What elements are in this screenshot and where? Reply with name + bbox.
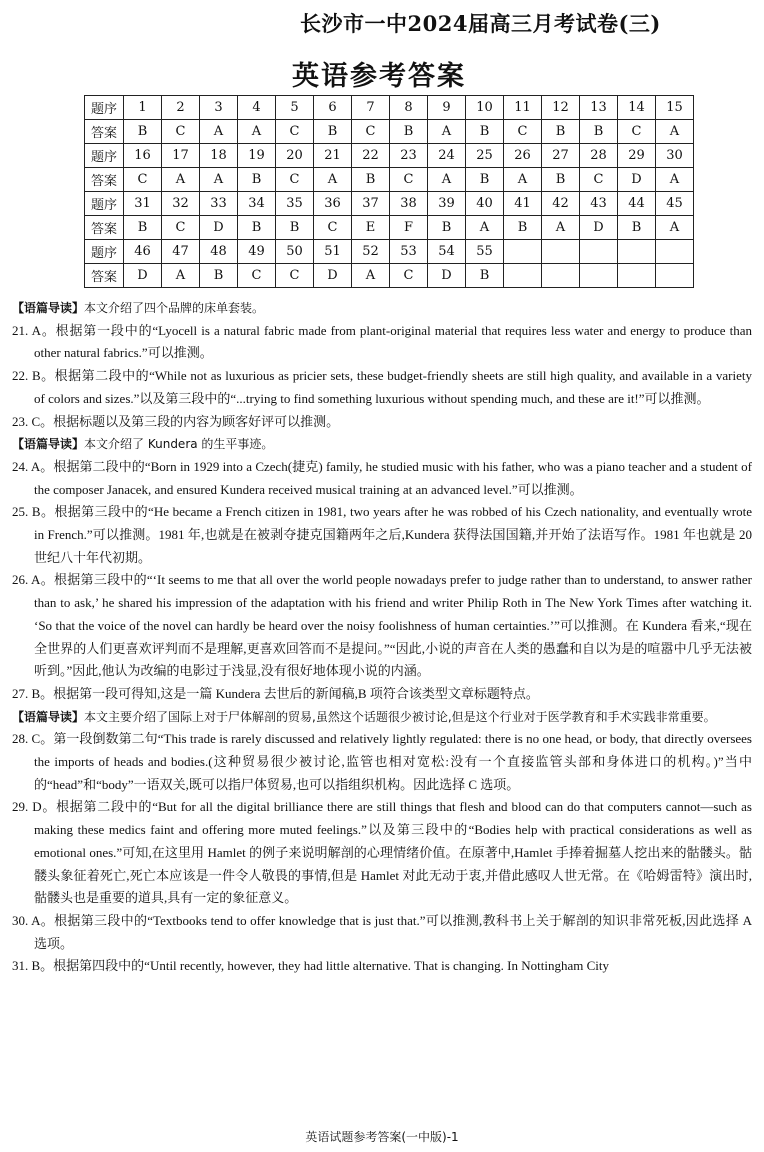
question-number-cell: 38 [390, 192, 428, 216]
passage-guide-text: 本文介绍了四个品牌的床单套装。 [84, 301, 265, 315]
answer-cell [580, 264, 618, 288]
answer-cell: B [352, 168, 390, 192]
answer-cell: C [390, 168, 428, 192]
answer-cell: A [238, 120, 276, 144]
question-number-cell: 51 [314, 240, 352, 264]
question-number-cell: 45 [656, 192, 694, 216]
question-number-cell: 5 [276, 96, 314, 120]
question-number-cell: 20 [276, 144, 314, 168]
question-number-cell: 46 [124, 240, 162, 264]
answer-explanation: 22. B。根据第二段中的“While not as luxurious as pricier sets, these budget-friendly sheets are still high quality, and available in a variety of colors and sizes.”以及第三段中的“...trying to find something luxurious without spending much, and these are it!”可以推测。 [12, 368, 752, 406]
answer-cell: D [200, 216, 238, 240]
answer-cell: C [162, 216, 200, 240]
answer-cell: C [504, 120, 542, 144]
answer-cell: B [428, 216, 466, 240]
question-row [85, 240, 694, 264]
question-number-cell: 18 [200, 144, 238, 168]
question-number-cell [656, 240, 694, 264]
answer-cell: B [542, 120, 580, 144]
question-row [85, 144, 694, 168]
passage-guide [12, 706, 752, 729]
page-footer: 英语试题参考答案(一中版)-1 [305, 1130, 459, 1144]
answer-cell: D [428, 264, 466, 288]
answer-explanation: 21. A。根据第一段中的“Lyocell is a natural fabric made from plant-original material that requires less water and energy to produce than other natural fabrics.”可以推测。 [12, 322, 752, 361]
answer-cell: B [504, 216, 542, 240]
answer-explanation: 29. D。根据第二段中的“But for all the digital brilliance there are still things that flesh and blood can do that computers cannot—such as making these medics faint and offering more muted feelings.”以及第三段中的“Bodies help with practical considerations as well as emotional ones.”可知,在这里用 Hamlet 的例子来说明解剖的心理情绪价值。在原著中,Hamlet 手捧着掘墓人挖出来的骷髅头。骷髅头象征着死亡,死亡本应该是一件令人敬畏的事情,但是 Hamlet 对此无动于衷,并借此感叹人世无常。在《哈姆雷特》演出时,骷髅头也是重要的道具,具有一定的象征意义。 [12, 799, 752, 906]
answer-cell: C [314, 216, 352, 240]
answer-explanation: 25. B。根据第三段中的“He became a French citizen in 1981, two years after he was robbed of his Czech nationality, and eventually wrote in French.”可以推测。1981 年,也就是在被剥夺捷克国籍两年之后,Kundera 获得法国国籍,并开始了法语写作。1981 年也就是 20 世纪八十年代初期。 [12, 504, 752, 565]
question-number-cell [618, 240, 656, 264]
answer-cell: A [162, 168, 200, 192]
question-number-cell: 11 [504, 96, 542, 120]
answer-cell: C [162, 120, 200, 144]
question-number-cell: 32 [162, 192, 200, 216]
question-row-label: 题序 [85, 240, 124, 264]
answer-cell: C [390, 264, 428, 288]
answer-cell: B [580, 120, 618, 144]
answer-cell [618, 264, 656, 288]
question-number-cell: 30 [656, 144, 694, 168]
question-number-cell: 53 [390, 240, 428, 264]
question-row-label: 题序 [85, 192, 124, 216]
answer-cell [656, 264, 694, 288]
question-number-cell [504, 240, 542, 264]
answer-cell: B [466, 168, 504, 192]
answer-cell: B [238, 168, 276, 192]
question-number-cell: 3 [200, 96, 238, 120]
answer-cell: A [428, 120, 466, 144]
question-number-cell: 8 [390, 96, 428, 120]
answer-cell: B [390, 120, 428, 144]
question-number-cell: 28 [580, 144, 618, 168]
question-number-cell: 54 [428, 240, 466, 264]
question-row [85, 96, 694, 120]
answer-cell: C [580, 168, 618, 192]
passage-guide-label: 【语篇导读】 [12, 301, 85, 315]
question-number-cell [580, 240, 618, 264]
answer-cell: A [656, 120, 694, 144]
passage-guide-label: 【语篇导读】 [12, 709, 85, 724]
answer-cell: C [352, 120, 390, 144]
question-number-cell: 22 [352, 144, 390, 168]
question-number-cell: 25 [466, 144, 504, 168]
question-number-cell: 24 [428, 144, 466, 168]
answer-cell: F [390, 216, 428, 240]
answer-key-title: 英语参考答案 [292, 61, 466, 92]
answer-cell: B [200, 264, 238, 288]
explanations [12, 297, 752, 978]
question-number-cell: 48 [200, 240, 238, 264]
answer-row-label: 答案 [85, 120, 124, 144]
answer-table [84, 95, 694, 288]
question-number-cell: 55 [466, 240, 504, 264]
answer-cell: B [238, 216, 276, 240]
question-number-cell [542, 240, 580, 264]
answer-cell: C [618, 120, 656, 144]
question-number-cell: 49 [238, 240, 276, 264]
answer-explanation: 31. B。根据第四段中的“Until recently, however, they had little alternative. That is changing. In Nottingham City [12, 958, 609, 974]
question-number-cell: 10 [466, 96, 504, 120]
answer-cell: A [200, 120, 238, 144]
question-number-cell: 4 [238, 96, 276, 120]
question-number-cell: 43 [580, 192, 618, 216]
question-number-cell: 50 [276, 240, 314, 264]
question-number-cell: 21 [314, 144, 352, 168]
question-number-cell: 47 [162, 240, 200, 264]
answer-cell: A [428, 168, 466, 192]
answer-cell: E [352, 216, 390, 240]
answer-cell: A [314, 168, 352, 192]
question-number-cell: 17 [162, 144, 200, 168]
answer-explanation: 24. A。根据第二段中的“Born in 1929 into a Czech(捷克) family, he studied music with his father, who was a piano teacher and a student of the composer Janacek, and ensured Kundera received musical training at an advanced level.”可以推测。 [12, 458, 752, 497]
answer-row [85, 168, 694, 192]
answer-explanation: 27. B。根据第一段可得知,这是一篇 Kundera 去世后的新闻稿,B 项符合该类型文章标题特点。 [12, 685, 539, 701]
question-number-cell: 42 [542, 192, 580, 216]
answer-cell: A [200, 168, 238, 192]
answer-explanation: 28. C。第一段倒数第二句“This trade is rarely discussed and relatively lightly regulated: there is no one head, or body, that directly oversees the imports of heads and bodies.(这种贸易很少被讨论,监管也相对宽松:没有一个直接监管头部和身体进口的机构。)”当中的“head”和“body”一语双关,既可以指尸体贸易,也可以指组织机构。因此选择 C 选项。 [12, 731, 752, 792]
answer-cell [542, 264, 580, 288]
answer-cell: B [314, 120, 352, 144]
question-number-cell: 23 [390, 144, 428, 168]
question-number-cell: 15 [656, 96, 694, 120]
question-number-cell: 40 [466, 192, 504, 216]
answer-cell: A [466, 216, 504, 240]
passage-guide [12, 433, 752, 456]
answer-cell: B [542, 168, 580, 192]
question-number-cell: 7 [352, 96, 390, 120]
answer-cell [504, 264, 542, 288]
question-number-cell: 6 [314, 96, 352, 120]
answer-row [85, 264, 694, 288]
answer-row-label: 答案 [85, 168, 124, 192]
answer-cell: D [314, 264, 352, 288]
answer-cell: A [656, 168, 694, 192]
answer-cell: A [162, 264, 200, 288]
question-number-cell: 33 [200, 192, 238, 216]
exam-title: 长沙市一中2024届高三月考试卷(三) [300, 11, 661, 36]
answer-cell: C [276, 120, 314, 144]
question-number-cell: 34 [238, 192, 276, 216]
question-number-cell: 14 [618, 96, 656, 120]
question-number-cell: 1 [124, 96, 162, 120]
answer-cell: C [276, 168, 314, 192]
answer-cell: A [542, 216, 580, 240]
answer-cell: B [466, 120, 504, 144]
answer-cell: A [352, 264, 390, 288]
passage-guide-text: 本文主要介绍了国际上对于尸体解剖的贸易,虽然这个话题很少被讨论,但是这个行业对于医学教育和手术实践非常重要。 [84, 709, 716, 724]
question-number-cell: 9 [428, 96, 466, 120]
question-number-cell: 41 [504, 192, 542, 216]
answer-cell: B [618, 216, 656, 240]
answer-cell: C [276, 264, 314, 288]
answer-cell: B [466, 264, 504, 288]
question-row-label: 题序 [85, 144, 124, 168]
answer-cell: A [504, 168, 542, 192]
question-number-cell: 26 [504, 144, 542, 168]
question-number-cell: 27 [542, 144, 580, 168]
question-number-cell: 13 [580, 96, 618, 120]
answer-cell: C [124, 168, 162, 192]
answer-cell: B [276, 216, 314, 240]
question-number-cell: 35 [276, 192, 314, 216]
question-number-cell: 29 [618, 144, 656, 168]
answer-cell: B [124, 216, 162, 240]
question-number-cell: 44 [618, 192, 656, 216]
question-row-label: 题序 [85, 96, 124, 120]
answer-cell: D [124, 264, 162, 288]
answer-explanation: 30. A。根据第三段中的“Textbooks tend to offer knowledge that is just that.”可以推测,教科书上关于解剖的知识非常死板,因此选择 A 选项。 [12, 912, 752, 951]
answer-row-label: 答案 [85, 216, 124, 240]
question-number-cell: 12 [542, 96, 580, 120]
answer-cell: A [656, 216, 694, 240]
passage-guide-text: 本文介绍了 Kundera 的生平事迹。 [84, 437, 274, 452]
answer-row [85, 120, 694, 144]
answer-cell: B [124, 120, 162, 144]
answer-explanation: 23. C。根据标题以及第三段的内容为顾客好评可以推测。 [12, 413, 340, 429]
answer-cell: D [618, 168, 656, 192]
question-number-cell: 52 [352, 240, 390, 264]
answer-row-label: 答案 [85, 264, 124, 288]
question-number-cell: 19 [238, 144, 276, 168]
question-number-cell: 2 [162, 96, 200, 120]
question-number-cell: 36 [314, 192, 352, 216]
passage-guide [12, 297, 752, 320]
question-number-cell: 16 [124, 144, 162, 168]
answer-cell: D [580, 216, 618, 240]
question-number-cell: 37 [352, 192, 390, 216]
question-row [85, 192, 694, 216]
answer-row [85, 216, 694, 240]
answer-explanation: 26. A。根据第三段中的“‘It seems to me that all over the world people nowadays prefer to judge rather than to understand, to answer rather than to ask,’ he shared his impression of the adaptation with his friend and writer Philip Roth in The New York Times after watching it. ‘So that the voice of the novel can hardly be heard over the noisy foolishness of human certainties.’”可以推测。在 Kundera 看来,“现在全世界的人们更喜欢评判而不是理解,更喜欢回答而不是提问。”“因此,小说的声音在人类的愚蠢和自以为是的喧嚣中几乎无法被听到。”因此,他认为改编的电影过于浅显,没有很好地体现小说的内涵。 [12, 572, 752, 679]
question-number-cell: 39 [428, 192, 466, 216]
answer-cell: C [238, 264, 276, 288]
passage-guide-label: 【语篇导读】 [12, 437, 85, 452]
question-number-cell: 31 [124, 192, 162, 216]
